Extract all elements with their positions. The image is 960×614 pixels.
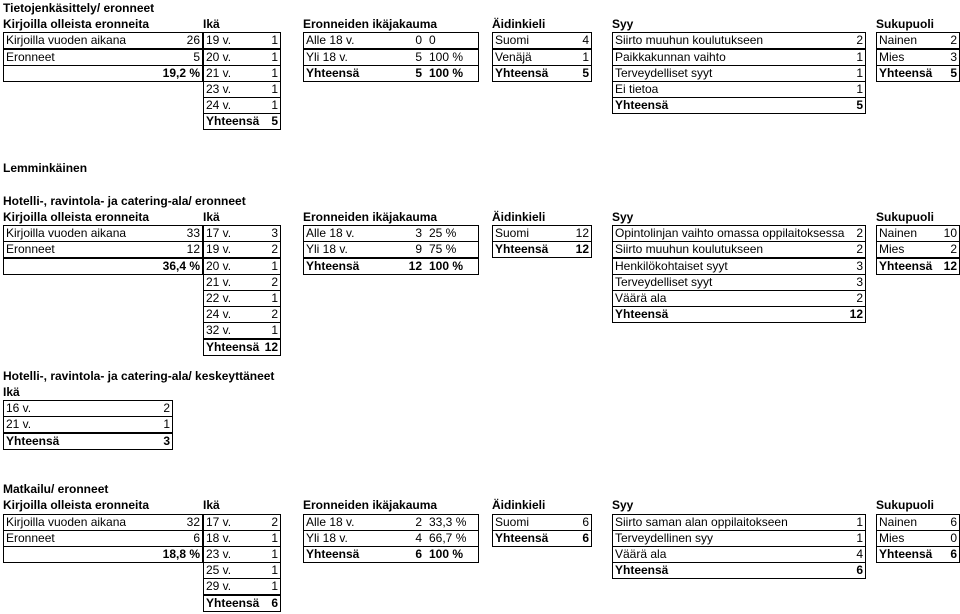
syy-value: 1 [856, 82, 863, 96]
syy-label: Terveydellinen syy [615, 531, 714, 545]
sukupuoli-label: Yhteensä [879, 66, 933, 80]
syy-value: 1 [856, 531, 863, 545]
header-jakauma: Eronneiden ikäjakauma [303, 210, 438, 224]
sukupuoli-value: 6 [950, 515, 957, 529]
kirjoilla-percent: 18,8 % [162, 547, 200, 561]
aidinkieli-label: Yhteensä [495, 242, 549, 256]
keskeyttaneet-value: 3 [163, 434, 170, 448]
syy-value: 3 [856, 259, 863, 273]
jakauma-label: Yhteensä [306, 66, 360, 80]
section-title: Matkailu/ eronneet [3, 482, 109, 496]
aidinkieli-label: Yhteensä [495, 531, 549, 545]
syy-label: Henkilökohtaiset syyt [615, 259, 728, 273]
sukupuoli-value: 6 [950, 547, 957, 561]
header-ika: Ikä [3, 385, 20, 399]
sukupuoli-label: Mies [879, 531, 905, 545]
syy-label: Yhteensä [615, 563, 669, 577]
jakauma-percent: 25 % [429, 226, 457, 240]
syy-label: Opintolinjan vaihto omassa oppilaitoksessa [615, 226, 845, 240]
section-subtitle: Hotelli-, ravintola- ja catering-ala/ eronneet [3, 194, 246, 208]
sukupuoli-value: 10 [943, 226, 957, 240]
sukupuoli-value: 0 [950, 531, 957, 545]
section-title: Lemminkäinen [3, 161, 88, 175]
header-kirjoilla: Kirjoilla olleista eronneita [3, 17, 150, 31]
ika-label: 24 v. [206, 307, 232, 321]
ika-label: 23 v. [206, 547, 232, 561]
sukupuoli-value: 12 [943, 259, 957, 273]
ika-label: 21 v. [206, 66, 232, 80]
header-ika: Ikä [203, 17, 220, 31]
syy-value: 6 [856, 563, 863, 577]
syy-value: 2 [856, 33, 863, 47]
jakauma-percent: 75 % [429, 242, 457, 256]
ika-value: 6 [271, 596, 278, 610]
ika-label: 21 v. [206, 275, 232, 289]
kirjoilla-value: 32 [186, 515, 200, 529]
syy-value: 5 [856, 98, 863, 112]
ika-label: 19 v. [206, 33, 232, 47]
syy-label: Yhteensä [615, 98, 669, 112]
section-title: Hotelli-, ravintola- ja catering-ala/ keskeyttäneet [3, 369, 275, 383]
syy-value: 2 [856, 291, 863, 305]
header-syy: Syy [612, 210, 634, 224]
jakauma-percent: 100 % [429, 66, 464, 80]
kirjoilla-value: 6 [193, 531, 200, 545]
jakauma-percent: 100 % [429, 259, 464, 273]
header-syy: Syy [612, 17, 634, 31]
jakauma-count: 4 [415, 531, 422, 545]
jakauma-percent: 33,3 % [429, 515, 467, 529]
header-sukupuoli: Sukupuoli [876, 210, 934, 224]
syy-value: 2 [856, 242, 863, 256]
sukupuoli-value: 5 [950, 66, 957, 80]
ika-value: 3 [271, 226, 278, 240]
kirjoilla-value: 33 [186, 226, 200, 240]
kirjoilla-percent: 36,4 % [162, 259, 200, 273]
jakauma-percent: 66,7 % [429, 531, 467, 545]
ika-label: Yhteensä [206, 114, 260, 128]
ika-value: 1 [271, 259, 278, 273]
aidinkieli-value: 4 [582, 33, 589, 47]
syy-label: Väärä ala [615, 291, 667, 305]
jakauma-count: 2 [415, 515, 422, 529]
syy-label: Ei tietoa [615, 82, 659, 96]
aidinkieli-value: 6 [582, 515, 589, 529]
ika-value: 1 [271, 66, 278, 80]
header-aidinkieli: Äidinkieli [492, 498, 546, 512]
jakauma-count: 12 [408, 259, 422, 273]
aidinkieli-value: 1 [582, 50, 589, 64]
sukupuoli-value: 3 [950, 50, 957, 64]
jakauma-count: 9 [415, 242, 422, 256]
sukupuoli-label: Yhteensä [879, 259, 933, 273]
aidinkieli-label: Suomi [495, 515, 530, 529]
syy-label: Siirto saman alan oppilaitokseen [615, 515, 788, 529]
keskeyttaneet-value: 1 [163, 417, 170, 431]
kirjoilla-percent: 19,2 % [162, 66, 200, 80]
header-kirjoilla: Kirjoilla olleista eronneita [3, 498, 150, 512]
jakauma-label: Yhteensä [306, 547, 360, 561]
kirjoilla-label: Eronneet [6, 50, 55, 64]
keskeyttaneet-label: 16 v. [6, 401, 32, 415]
aidinkieli-value: 12 [575, 226, 589, 240]
header-aidinkieli: Äidinkieli [492, 210, 546, 224]
jakauma-label: Yhteensä [306, 259, 360, 273]
jakauma-label: Alle 18 v. [306, 515, 355, 529]
ika-value: 2 [271, 275, 278, 289]
ika-value: 2 [271, 515, 278, 529]
ika-label: 32 v. [206, 323, 232, 337]
ika-value: 12 [264, 340, 278, 354]
sukupuoli-value: 2 [950, 33, 957, 47]
jakauma-count: 6 [415, 547, 422, 561]
section-title: Tietojenkäsittely/ eronneet [3, 1, 155, 15]
header-ika: Ikä [203, 210, 220, 224]
syy-label: Paikkakunnan vaihto [615, 50, 726, 64]
ika-label: 23 v. [206, 82, 232, 96]
header-kirjoilla: Kirjoilla olleista eronneita [3, 210, 150, 224]
jakauma-label: Yli 18 v. [306, 50, 348, 64]
kirjoilla-label: Kirjoilla vuoden aikana [6, 226, 127, 240]
kirjoilla-value: 12 [186, 242, 200, 256]
ika-label: 18 v. [206, 531, 232, 545]
ika-value: 5 [271, 114, 278, 128]
ika-label: 24 v. [206, 98, 232, 112]
ika-value: 1 [271, 82, 278, 96]
ika-value: 2 [271, 242, 278, 256]
sukupuoli-label: Nainen [879, 226, 918, 240]
syy-label: Siirto muuhun koulutukseen [615, 33, 764, 47]
header-jakauma: Eronneiden ikäjakauma [303, 17, 438, 31]
kirjoilla-label: Eronneet [6, 531, 55, 545]
jakauma-label: Yli 18 v. [306, 531, 348, 545]
header-ika: Ikä [203, 498, 220, 512]
ika-value: 1 [271, 291, 278, 305]
aidinkieli-label: Suomi [495, 33, 530, 47]
jakauma-percent: 100 % [429, 547, 464, 561]
sukupuoli-label: Mies [879, 242, 905, 256]
kirjoilla-value: 26 [186, 33, 200, 47]
sukupuoli-label: Yhteensä [879, 547, 933, 561]
ika-label: 22 v. [206, 291, 232, 305]
sukupuoli-label: Nainen [879, 515, 918, 529]
ika-value: 2 [271, 307, 278, 321]
sukupuoli-label: Mies [879, 50, 905, 64]
jakauma-count: 3 [415, 226, 422, 240]
jakauma-label: Alle 18 v. [306, 226, 355, 240]
jakauma-count: 0 [415, 33, 422, 47]
ika-value: 1 [271, 563, 278, 577]
ika-label: 29 v. [206, 579, 232, 593]
aidinkieli-value: 6 [582, 531, 589, 545]
syy-value: 1 [856, 66, 863, 80]
ika-value: 1 [271, 98, 278, 112]
syy-value: 1 [856, 50, 863, 64]
syy-label: Siirto muuhun koulutukseen [615, 242, 764, 256]
ika-label: 25 v. [206, 563, 232, 577]
jakauma-count: 5 [415, 66, 422, 80]
ika-value: 1 [271, 33, 278, 47]
ika-label: Yhteensä [206, 340, 260, 354]
ika-label: 20 v. [206, 50, 232, 64]
ika-value: 1 [271, 50, 278, 64]
ika-label: 20 v. [206, 259, 232, 273]
keskeyttaneet-label: 21 v. [6, 417, 32, 431]
kirjoilla-value: 5 [193, 50, 200, 64]
syy-value: 12 [849, 307, 863, 321]
kirjoilla-label: Kirjoilla vuoden aikana [6, 33, 127, 47]
syy-label: Yhteensä [615, 307, 669, 321]
jakauma-percent: 0 [429, 33, 436, 47]
header-jakauma: Eronneiden ikäjakauma [303, 498, 438, 512]
sukupuoli-label: Nainen [879, 33, 918, 47]
ika-value: 1 [271, 531, 278, 545]
syy-label: Väärä ala [615, 547, 667, 561]
sukupuoli-value: 2 [950, 242, 957, 256]
aidinkieli-label: Yhteensä [495, 66, 549, 80]
keskeyttaneet-value: 2 [163, 401, 170, 415]
aidinkieli-value: 12 [575, 242, 589, 256]
aidinkieli-label: Venäjä [495, 50, 532, 64]
ika-label: 19 v. [206, 242, 232, 256]
ika-value: 1 [271, 547, 278, 561]
header-sukupuoli: Sukupuoli [876, 17, 934, 31]
ika-value: 1 [271, 579, 278, 593]
jakauma-count: 5 [415, 50, 422, 64]
aidinkieli-label: Suomi [495, 226, 530, 240]
jakauma-percent: 100 % [429, 50, 464, 64]
ika-label: Yhteensä [206, 596, 260, 610]
ika-label: 17 v. [206, 226, 232, 240]
header-sukupuoli: Sukupuoli [876, 498, 934, 512]
syy-label: Terveydelliset syyt [615, 275, 713, 289]
syy-value: 4 [856, 547, 863, 561]
header-aidinkieli: Äidinkieli [492, 17, 546, 31]
ika-label: 17 v. [206, 515, 232, 529]
ika-value: 1 [271, 323, 278, 337]
syy-value: 2 [856, 226, 863, 240]
kirjoilla-label: Eronneet [6, 242, 55, 256]
jakauma-label: Alle 18 v. [306, 33, 355, 47]
syy-value: 1 [856, 515, 863, 529]
keskeyttaneet-label: Yhteensä [6, 434, 60, 448]
jakauma-label: Yli 18 v. [306, 242, 348, 256]
aidinkieli-value: 5 [582, 66, 589, 80]
header-syy: Syy [612, 498, 634, 512]
kirjoilla-label: Kirjoilla vuoden aikana [6, 515, 127, 529]
syy-value: 3 [856, 275, 863, 289]
syy-label: Terveydelliset syyt [615, 66, 713, 80]
